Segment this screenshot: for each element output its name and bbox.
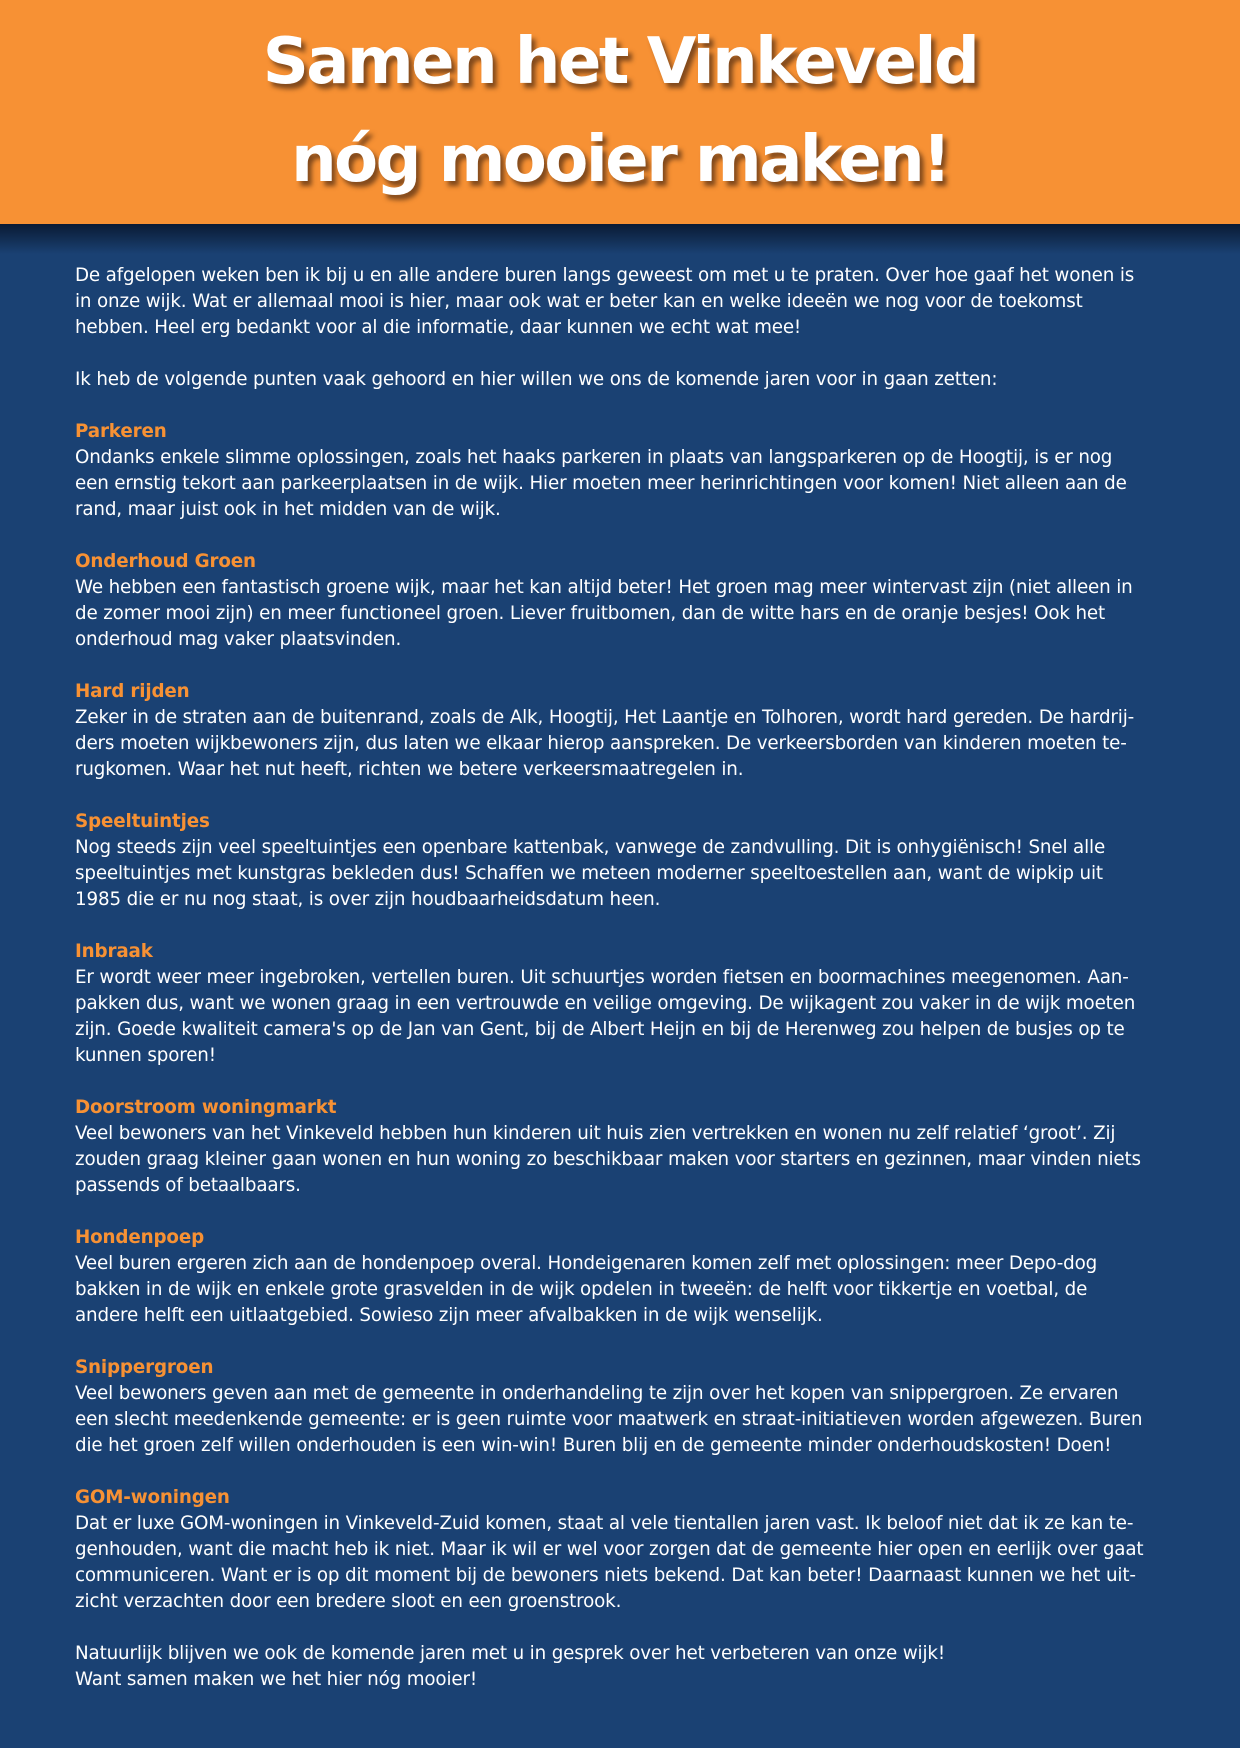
closing-line: Natuurlijk blijven we ook de komende jaren met u in gesprek over het verbeteren van onze wijk! <box>75 1643 945 1664</box>
section-line: zicht verzachten door een bredere sloot en een groenstrook. <box>75 1591 622 1612</box>
section-hondenpoep <box>75 1225 1175 1329</box>
section-line: Veel buren ergeren zich aan de hondenpoep overal. Hondeigenaren komen zelf met oplossingen: meer Depo-dog <box>75 1253 1098 1274</box>
section-line: Ondanks enkele slimme oplossingen, zoals het haaks parkeren in plaats van langsparkeren op de Hoogtij, is er nog <box>75 447 1113 468</box>
paragraph-gap <box>75 1459 1175 1485</box>
paragraph-gap <box>75 1615 1175 1641</box>
page-title-line-2: nóg mooier maken! <box>291 123 949 197</box>
section-line: een ernstig tekort aan parkeerplaatsen in de wijk. Hier moeten meer herinrichtingen voor komen! Niet alleen aan de <box>75 473 1127 494</box>
section-line: een slecht meedenkende gemeente: er is geen ruimte voor maatwerk en straat-initiatieven worden afgewezen. Buren <box>75 1409 1143 1430</box>
section-inbraak <box>75 939 1175 1069</box>
intro-line: De afgelopen weken ben ik bij u en alle andere buren langs geweest om met u te praten. Over hoe gaaf het wonen is <box>75 265 1135 286</box>
section-speeltuintjes <box>75 809 1175 913</box>
section-line: de zomer mooi zijn) en meer functioneel groen. Liever fruitbomen, dan de witte hars en de oranje besjes! Ook het <box>75 603 1106 624</box>
section-title: Inbraak <box>75 941 153 962</box>
section-hard-rijden <box>75 679 1175 783</box>
paragraph-gap <box>75 783 1175 809</box>
section-title: GOM-woningen <box>75 1487 230 1508</box>
page-title-line-1: Samen het Vinkeveld <box>262 25 978 99</box>
section-line: passends of betaalbaars. <box>75 1175 301 1196</box>
intro-paragraph <box>75 263 1175 341</box>
section-title: Hondenpoep <box>75 1227 205 1248</box>
section-line: Dat er luxe GOM-woningen in Vinkeveld-Zuid komen, staat al vele tientallen jaren vast. Ik beloof niet dat ik ze kan te- <box>75 1513 1134 1534</box>
section-line: Veel bewoners van het Vinkeveld hebben hun kinderen uit huis zien vertrekken en wonen nu zelf relatief ‘groot’. Zij <box>75 1123 1116 1144</box>
paragraph-gap <box>75 393 1175 419</box>
intro-line: in onze wijk. Wat er allemaal mooi is hier, maar ook wat er beter kan en welke ideeën we nog voor de toekomst <box>75 291 1083 312</box>
intro-line: hebben. Heel erg bedankt voor al die informatie, daar kunnen we echt wat mee! <box>75 317 802 338</box>
paragraph-gap <box>75 1329 1175 1355</box>
section-line: genhouden, want die macht heb ik niet. Maar ik wil er wel voor zorgen dat de gemeente hier open en eerlijk over gaat <box>75 1539 1144 1560</box>
section-title: Snippergroen <box>75 1357 214 1378</box>
section-line: onderhoud mag vaker plaatsvinden. <box>75 629 402 650</box>
section-line: rugkomen. Waar het nut heeft, richten we betere verkeersmaatregelen in. <box>75 759 744 780</box>
section-title: Onderhoud Groen <box>75 551 256 572</box>
section-title: Speeltuintjes <box>75 811 210 832</box>
section-line: bakken in de wijk en enkele grote grasvelden in de wijk opdelen in tweeën: de helft voor tikkertje en voetbal, de <box>75 1279 1088 1300</box>
section-line: 1985 die er nu nog staat, is over zijn houdbaarheidsdatum heen. <box>75 889 661 910</box>
section-line: zijn. Goede kwaliteit camera's op de Jan van Gent, bij de Albert Heijn en bij de Herenweg zou helpen de busjes op te <box>75 1019 1125 1040</box>
section-gom-woningen <box>75 1485 1175 1615</box>
section-onderhoud-groen <box>75 549 1175 653</box>
paragraph-gap <box>75 523 1175 549</box>
header-shadow <box>0 224 1240 254</box>
section-doorstroom-woningmarkt <box>75 1095 1175 1199</box>
section-line: Zeker in de straten aan de buitenrand, zoals de Alk, Hoogtij, Het Laantje en Tolhoren, wordt hard gereden. De hardrij- <box>75 707 1135 728</box>
section-line: Nog steeds zijn veel speeltuintjes een openbare kattenbak, vanwege de zandvulling. Dit is onhygiënisch! Snel alle <box>75 837 1106 858</box>
closing-line: Want samen maken we het hier nóg mooier! <box>75 1669 478 1690</box>
section-line: ders moeten wijkbewoners zijn, dus laten we elkaar hierop aanspreken. De verkeersborden van kinderen moeten te- <box>75 733 1127 754</box>
section-line: speeltuintjes met kunstgras bekleden dus! Schaffen we meteen moderner speeltoestellen aan, want de wipkip uit <box>75 863 1103 884</box>
section-line: Er wordt weer meer ingebroken, vertellen buren. Uit schuurtjes worden fietsen en boormachines meegenomen. Aan- <box>75 967 1129 988</box>
section-line: pakken dus, want we wonen graag in een vertrouwde en veilige omgeving. De wijkagent zou vaker in de wijk moeten <box>75 993 1136 1014</box>
section-line: andere helft een uitlaatgebied. Sowieso zijn meer afvalbakken in de wijk wenselijk. <box>75 1305 823 1326</box>
paragraph-gap <box>75 1069 1175 1095</box>
closing-paragraph <box>75 1641 1175 1693</box>
section-line: zouden graag kleiner gaan wonen en hun woning zo beschikbaar maken voor starters en gezinnen, maar vinden niets <box>75 1149 1141 1170</box>
letter-body <box>75 263 1175 1693</box>
lead-in-paragraph: Ik heb de volgende punten vaak gehoord en hier willen we ons de komende jaren voor in gaan zetten: <box>75 369 998 390</box>
section-line: We hebben een fantastisch groene wijk, maar het kan altijd beter! Het groen mag meer wintervast zijn (niet alleen in <box>75 577 1133 598</box>
paragraph-gap <box>75 913 1175 939</box>
section-title: Hard rijden <box>75 681 190 702</box>
section-line: Veel bewoners geven aan met de gemeente in onderhandeling te zijn over het kopen van snippergroen. Ze ervaren <box>75 1383 1119 1404</box>
section-line: rand, maar juist ook in het midden van de wijk. <box>75 499 501 520</box>
section-snippergroen <box>75 1355 1175 1459</box>
paragraph-gap <box>75 1199 1175 1225</box>
paragraph-gap <box>75 341 1175 367</box>
header-banner <box>0 0 1240 224</box>
paragraph-gap <box>75 653 1175 679</box>
section-parkeren <box>75 419 1175 523</box>
section-line: die het groen zelf willen onderhouden is een win-win! Buren blij en de gemeente minder onderhoudskosten! Doen! <box>75 1435 1112 1456</box>
section-line: kunnen sporen! <box>75 1045 216 1066</box>
section-line: communiceren. Want er is op dit moment bij de bewoners niets bekend. Dat kan beter! Daarnaast kunnen we het uit- <box>75 1565 1136 1586</box>
section-title: Doorstroom woningmarkt <box>75 1097 337 1118</box>
section-title: Parkeren <box>75 421 167 442</box>
